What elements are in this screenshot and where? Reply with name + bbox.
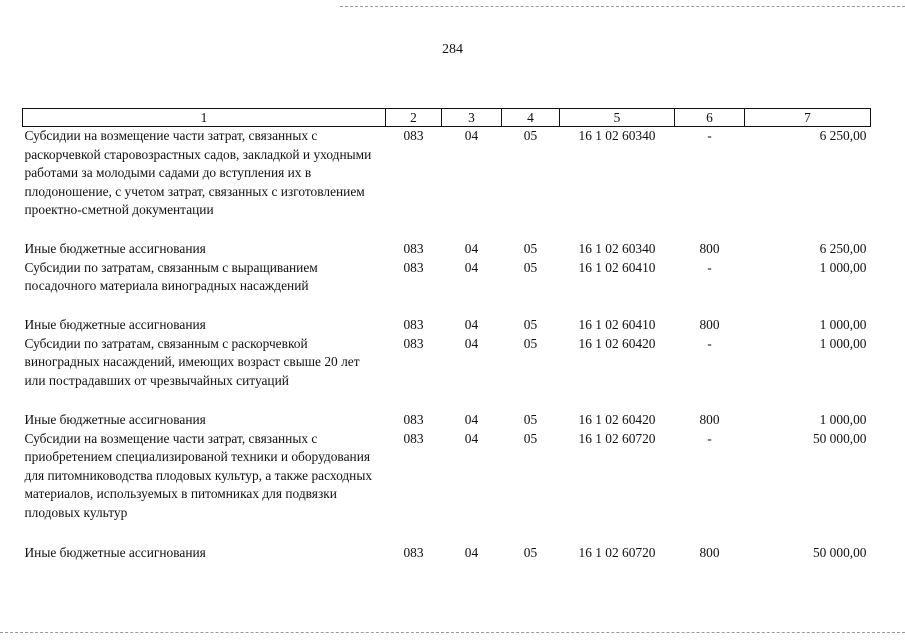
row-ministry-code: 083	[403, 316, 424, 332]
scan-edge-top	[340, 6, 905, 7]
row-expense-type: 800	[699, 411, 720, 427]
table-row	[23, 430, 871, 544]
table-row	[23, 544, 871, 563]
row-ministry-code: 083	[403, 128, 424, 143]
row-ministry-code: 083	[403, 335, 424, 351]
row-name: Иные бюджетные ассигнования	[24, 316, 206, 332]
table-row	[23, 127, 871, 240]
row-amount: 1 000,00	[819, 335, 867, 351]
row-subsection-code: 05	[523, 240, 538, 256]
row-ministry-code: 083	[403, 411, 424, 427]
row-section-code: 04	[464, 259, 479, 275]
row-ministry-code: 083	[403, 259, 424, 275]
table-row	[23, 335, 871, 411]
header-col-4: 4	[502, 109, 560, 127]
row-subsection-code: 05	[523, 316, 538, 332]
row-target-code: 16 1 02 60410	[578, 316, 656, 332]
row-name: Иные бюджетные ассигнования	[24, 544, 206, 560]
row-expense-type: -	[707, 128, 712, 143]
row-target-code: 16 1 02 60340	[578, 240, 656, 256]
table-row	[23, 240, 871, 259]
row-amount: 6 250,00	[819, 128, 867, 143]
row-expense-type: 800	[699, 316, 720, 332]
budget-table	[22, 108, 871, 563]
row-section-code: 04	[464, 544, 479, 560]
row-name: Субсидии на возмещение части затрат, связанных с приобретением специализированой техники и оборудования для питомниководства плодовых культур, а также расходных материалов, используемых в питомниках для подвязки плодовых культур	[24, 430, 373, 520]
header-col-6: 6	[675, 109, 745, 127]
header-col-2: 2	[386, 109, 442, 127]
row-target-code: 16 1 02 60340	[578, 128, 656, 143]
row-target-code: 16 1 02 60420	[578, 411, 656, 427]
row-expense-type: -	[707, 259, 712, 275]
row-section-code: 04	[464, 430, 479, 446]
row-expense-type: 800	[699, 544, 720, 560]
table-row	[23, 259, 871, 316]
table-header	[23, 109, 871, 127]
row-ministry-code: 083	[403, 544, 424, 560]
row-name: Иные бюджетные ассигнования	[24, 411, 206, 427]
row-name: Субсидии по затратам, связанным с раскорчевкой виноградных насаждений, имеющих возраст свыше 20 лет или пострадавших от чрезвычайных ситуаций	[24, 335, 360, 388]
row-ministry-code: 083	[403, 240, 424, 256]
row-subsection-code: 05	[523, 335, 538, 351]
row-target-code: 16 1 02 60410	[578, 259, 656, 275]
row-ministry-code: 083	[403, 430, 424, 446]
header-col-3: 3	[442, 109, 502, 127]
row-section-code: 04	[464, 335, 479, 351]
row-amount: 1 000,00	[819, 411, 867, 427]
row-section-code: 04	[464, 411, 479, 427]
table-body	[23, 127, 871, 563]
row-subsection-code: 05	[523, 411, 538, 427]
page-number: 284	[442, 42, 463, 57]
row-expense-type: -	[707, 430, 712, 446]
header-row	[23, 109, 871, 127]
row-subsection-code: 05	[523, 259, 538, 275]
header-col-7: 7	[745, 109, 871, 127]
row-amount: 50 000,00	[812, 430, 867, 446]
scan-edge-bottom	[0, 632, 905, 633]
row-target-code: 16 1 02 60420	[578, 335, 656, 351]
row-name: Субсидии на возмещение части затрат, связанных с раскорчевкой старовозрастных садов, закладкой и уходными работами за молодыми садами до вступления их в плодоношение, с учетом затрат, связанных с изготовлением проектно-сметной документации	[24, 128, 372, 217]
row-name: Субсидии по затратам, связанным с выращиванием посадочного материала виноградных насаждений	[24, 259, 318, 293]
table-row	[23, 411, 871, 430]
row-amount: 1 000,00	[819, 259, 867, 275]
header-col-1: 1	[23, 109, 386, 127]
row-name: Иные бюджетные ассигнования	[24, 240, 206, 256]
row-expense-type: -	[707, 335, 712, 351]
row-subsection-code: 05	[523, 430, 538, 446]
row-section-code: 04	[464, 128, 479, 143]
header-col-5: 5	[560, 109, 675, 127]
table-row	[23, 316, 871, 335]
row-subsection-code: 05	[523, 128, 538, 143]
row-section-code: 04	[464, 316, 479, 332]
row-amount: 6 250,00	[819, 240, 867, 256]
row-section-code: 04	[464, 240, 479, 256]
row-target-code: 16 1 02 60720	[578, 544, 656, 560]
row-amount: 1 000,00	[819, 316, 867, 332]
row-expense-type: 800	[699, 240, 720, 256]
row-subsection-code: 05	[523, 544, 538, 560]
row-amount: 50 000,00	[812, 544, 867, 560]
row-target-code: 16 1 02 60720	[578, 430, 656, 446]
